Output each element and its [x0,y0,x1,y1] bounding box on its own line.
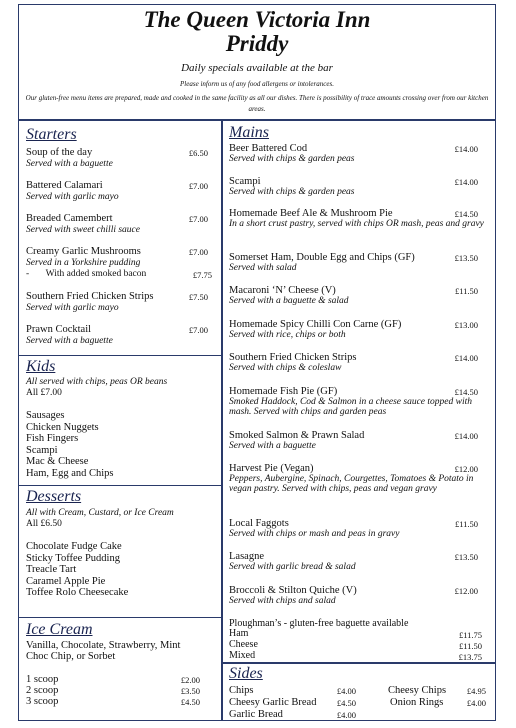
main-price: £14.50 [454,209,478,219]
main-price: £14.00 [454,431,478,441]
dessert-item: Sticky Toffee Pudding [26,552,120,564]
main-price: £11.50 [454,286,478,296]
main-price: £14.50 [454,387,478,397]
starter-name: Creamy Garlic Mushrooms [26,246,141,257]
starter-name: Breaded Camembert [26,213,113,224]
ploughman-price: £13.75 [458,652,482,661]
scoop-price: £2.00 [180,675,200,685]
desserts-title: Desserts [26,488,82,505]
main-price: £14.00 [454,177,478,187]
main-desc: Served with chips & garden peas [229,187,355,197]
starter-desc: Served with garlic mayo [26,192,119,202]
side-name: Onion Rings [390,697,444,708]
dessert-item: Treacle Tart [26,564,77,575]
starter-desc: Served with garlic mayo [26,303,119,313]
dessert-item: Toffee Rolo Cheesecake [26,587,129,598]
specials-note: Daily specials available at the bar [181,62,333,74]
dessert-item: Caramel Apple Pie [26,575,106,587]
starter-price: £6.50 [188,148,208,158]
kids-price: All £7.00 [26,388,62,398]
main-price: £12.00 [454,586,478,596]
starter-name: Prawn Cocktail [26,324,92,335]
main-price: £11.50 [454,519,478,529]
kids-item: Ham, Egg and Chips [26,467,114,479]
kids-item: Sausages [26,410,65,421]
main-name: Southern Fried Chicken Strips [229,352,357,363]
main-price: £12.00 [454,464,478,474]
scoop-label: 1 scoop [26,674,59,685]
ploughman-price: £11.50 [458,641,482,651]
kids-divider [18,355,222,356]
kids-item: Mac & Cheese [26,456,89,467]
side-name: Chips [229,685,254,696]
main-desc: Served with salad [229,263,297,273]
scoop-price: £4.50 [180,697,200,707]
main-price: £13.00 [454,320,478,330]
ploughman-name: Ploughman’s - gluten-free baguette available [229,618,409,629]
starter-price: £7.00 [188,325,208,335]
main-name: Scampi [229,176,261,187]
side-name: Garlic Bread [229,709,283,720]
ploughman-price: £11.75 [458,630,482,640]
sides-title: Sides [229,665,263,682]
main-desc: Served with chips & coleslaw [229,363,342,373]
main-name: Harvest Pie (Vegan) [229,463,314,474]
desserts-price: All £6.50 [26,519,62,529]
main-price: £14.00 [454,353,478,363]
main-name: Macaroni ‘N’ Cheese (V) [229,285,336,296]
starter-price: £7.00 [188,181,208,191]
starter-desc: Served with sweet chilli sauce [26,225,140,235]
side-name: Cheesy Garlic Bread [229,697,317,708]
main-name: Broccoli & Stilton Quiche (V) [229,585,357,596]
side-price: £4.00 [466,698,486,708]
kids-item: Chicken Nuggets [26,421,99,433]
main-name: Homemade Beef Ale & Mushroom Pie [229,208,393,219]
menu-header [18,4,496,120]
main-name: Homemade Fish Pie (GF) [229,386,338,397]
main-desc: Smoked Haddock, Cod & Salmon in a cheese sauce topped with mash. Served with chips and garden peas [229,397,472,417]
main-desc: In a short crust pastry, served with chips OR mash, peas and gravy [229,219,484,229]
desserts-note: All with Cream, Custard, or Ice Cream [26,508,174,518]
kids-item: Scampi [26,444,58,456]
main-price: £13.50 [454,253,478,263]
starter-name: Battered Calamari [26,180,103,191]
main-desc: Served with a baguette [229,441,316,451]
mains-title: Mains [229,124,269,141]
main-name: Local Faggots [229,518,289,529]
scoop-label: 3 scoop [26,696,59,707]
main-desc: Served with chips and salad [229,596,336,606]
starter-price: £7.50 [188,292,208,302]
starters-title: Starters [26,126,77,143]
desserts-divider [18,485,222,486]
allergens-note: Please inform us of any food allergens or intolerances. [180,80,334,88]
side-price: £4.50 [336,698,356,708]
starter-price: £7.00 [188,247,208,257]
main-name: Somerset Ham, Double Egg and Chips (GF) [229,252,415,263]
side-price: £4.00 [336,710,356,720]
icecream-flavours: Vanilla, Chocolate, Strawberry, Mint [26,640,181,651]
ploughman-option: Mixed [229,651,256,661]
main-price: £13.50 [454,552,478,562]
dessert-item: Chocolate Fudge Cake [26,541,122,552]
starter-extra-price: £7.75 [192,270,212,280]
main-desc: Peppers, Aubergine, Spinach, Courgettes, Tomatoes & Potato in vegan pastry. Served with chips, peas and vegan gravy [229,474,474,494]
icecream-title: Ice Cream [26,621,93,638]
side-price: £4.00 [336,686,356,696]
starter-desc: Served with a baguette [26,159,113,169]
kids-title: Kids [26,358,56,375]
main-desc: Served with chips or mash and peas in gravy [229,529,400,539]
starter-extra: - With added smoked bacon [26,269,147,279]
side-price: £4.95 [466,686,486,696]
starter-price: £7.00 [188,214,208,224]
ploughman-option: Cheese [229,639,258,650]
kids-item: Fish Fingers [26,433,79,444]
ploughman-option: Ham [229,628,249,639]
main-price: £14.00 [454,144,478,154]
main-desc: Served with rice, chips or both [229,330,346,340]
starter-desc: Served with a baguette [26,336,113,346]
gluten-note: Our gluten-free menu items are prepared, made and cooked in the same facility as all our dishes. There is possibility of trace amounts crossing over from our kitchen areas. [25,94,489,113]
location-title: Priddy [225,31,289,56]
main-desc: Served with garlic bread & salad [229,562,356,572]
icecream-flavours: Choc Chip, or Sorbet [26,651,116,662]
main-name: Smoked Salmon & Prawn Salad [229,430,365,441]
main-name: Homemade Spicy Chilli Con Carne (GF) [229,319,402,330]
main-name: Lasagne [229,551,264,562]
scoop-price: £3.50 [180,686,200,696]
starter-desc: Served in a Yorkshire pudding [26,258,141,268]
starter-name: Soup of the day [26,147,93,158]
main-desc: Served with a baguette & salad [229,296,349,306]
kids-note: All served with chips, peas OR beans [26,377,168,387]
scoop-label: 2 scoop [26,685,59,696]
starter-name: Southern Fried Chicken Strips [26,291,154,302]
main-name: Beer Battered Cod [229,143,308,154]
inn-title: The Queen Victoria Inn [143,7,371,32]
main-desc: Served with chips & garden peas [229,154,355,164]
side-name: Cheesy Chips [388,685,447,696]
